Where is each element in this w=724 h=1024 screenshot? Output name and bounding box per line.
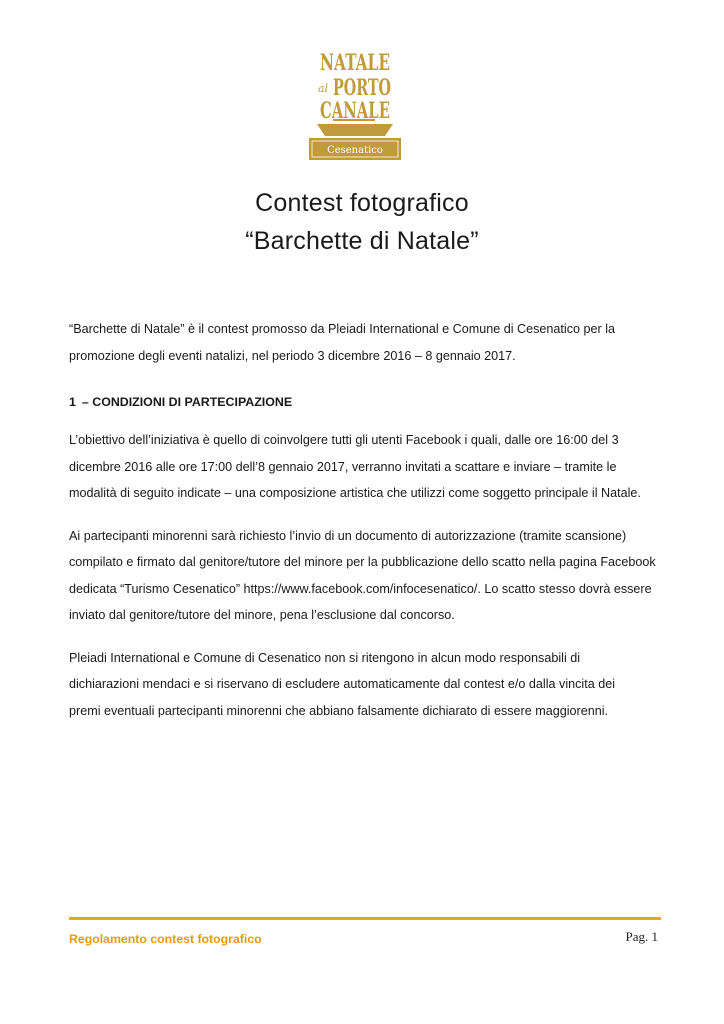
footer-divider <box>69 917 661 920</box>
logo-line1: NATALE <box>320 50 390 76</box>
intro-paragraph <box>69 316 659 369</box>
document-body <box>69 316 659 740</box>
paragraph-line: modalità di seguito indicate – una composizione artistica che utilizzi come soggetto principale il Natale. <box>69 486 641 500</box>
boat-hull-icon <box>317 124 393 136</box>
section-number: 1 <box>69 395 76 409</box>
page-number: Pag. 1 <box>625 929 658 944</box>
section-heading-text: – CONDIZIONI DI PARTECIPAZIONE <box>81 395 293 409</box>
paragraph-line: inviato dal genitore/tutore del minore, pena l’esclusione dal concorso. <box>69 608 455 622</box>
paragraph-line: dedicata “Turismo Cesenatico” https://www.facebook.com/infocesenatico/. Lo scatto stesso dovrà essere <box>69 581 652 596</box>
paragraph-line: premi eventuali partecipanti minorenni che abbiano falsamente dichiarato di essere maggiorenni. <box>69 703 609 718</box>
logo-line2: PORTO <box>333 75 391 101</box>
paragraph-line: Pleiadi International e Comune di Cesenatico non si ritengono in alcun modo responsabili di <box>69 650 581 665</box>
paragraph-line: Ai partecipanti minorenni sarà richiesto l’invio di un documento di autorizzazione (tramite scansione) <box>69 528 627 543</box>
paragraph-line: dichiarazioni mendaci e si riservano di escludere automaticamente dal contest e/o dalla vincita dei <box>69 677 616 691</box>
paragraph-line: L’obiettivo dell’iniziativa è quello di coinvolgere tutti gli utenti Facebook i quali, dalle ore 16:00 del 3 <box>69 433 619 447</box>
section-paragraph <box>69 523 659 629</box>
intro-line: promozione degli eventi natalizi, nel periodo 3 dicembre 2016 – 8 gennaio 2017. <box>69 348 516 363</box>
title-line-2: “Barchette di Natale” <box>245 227 479 255</box>
natale-porto-canale-logo <box>305 40 405 162</box>
section-paragraph <box>69 427 659 507</box>
intro-line: “Barchette di Natale” è il contest promosso da Pleiadi International e Comune di Cesenatico per la <box>69 322 616 336</box>
paragraph-line: dicembre 2016 alle ore 17:00 dell’8 gennaio 2017, verranno invitati a scattare e inviare – tramite le <box>69 459 617 474</box>
section-heading <box>69 392 659 412</box>
section-paragraph <box>69 645 659 725</box>
logo-line2-prefix: al <box>317 82 329 95</box>
logo-line3: CANALE <box>320 98 390 124</box>
logo-banner-text: Cesenatico <box>327 145 383 156</box>
paragraph-line: compilato e firmato dal genitore/tutore del minore per la pubblicazione dello scatto nella pagina Facebook <box>69 555 656 569</box>
title-line-1: Contest fotografico <box>255 189 469 217</box>
document-title <box>0 184 724 260</box>
footer-document-title: Regolamento contest fotografico <box>69 932 262 946</box>
